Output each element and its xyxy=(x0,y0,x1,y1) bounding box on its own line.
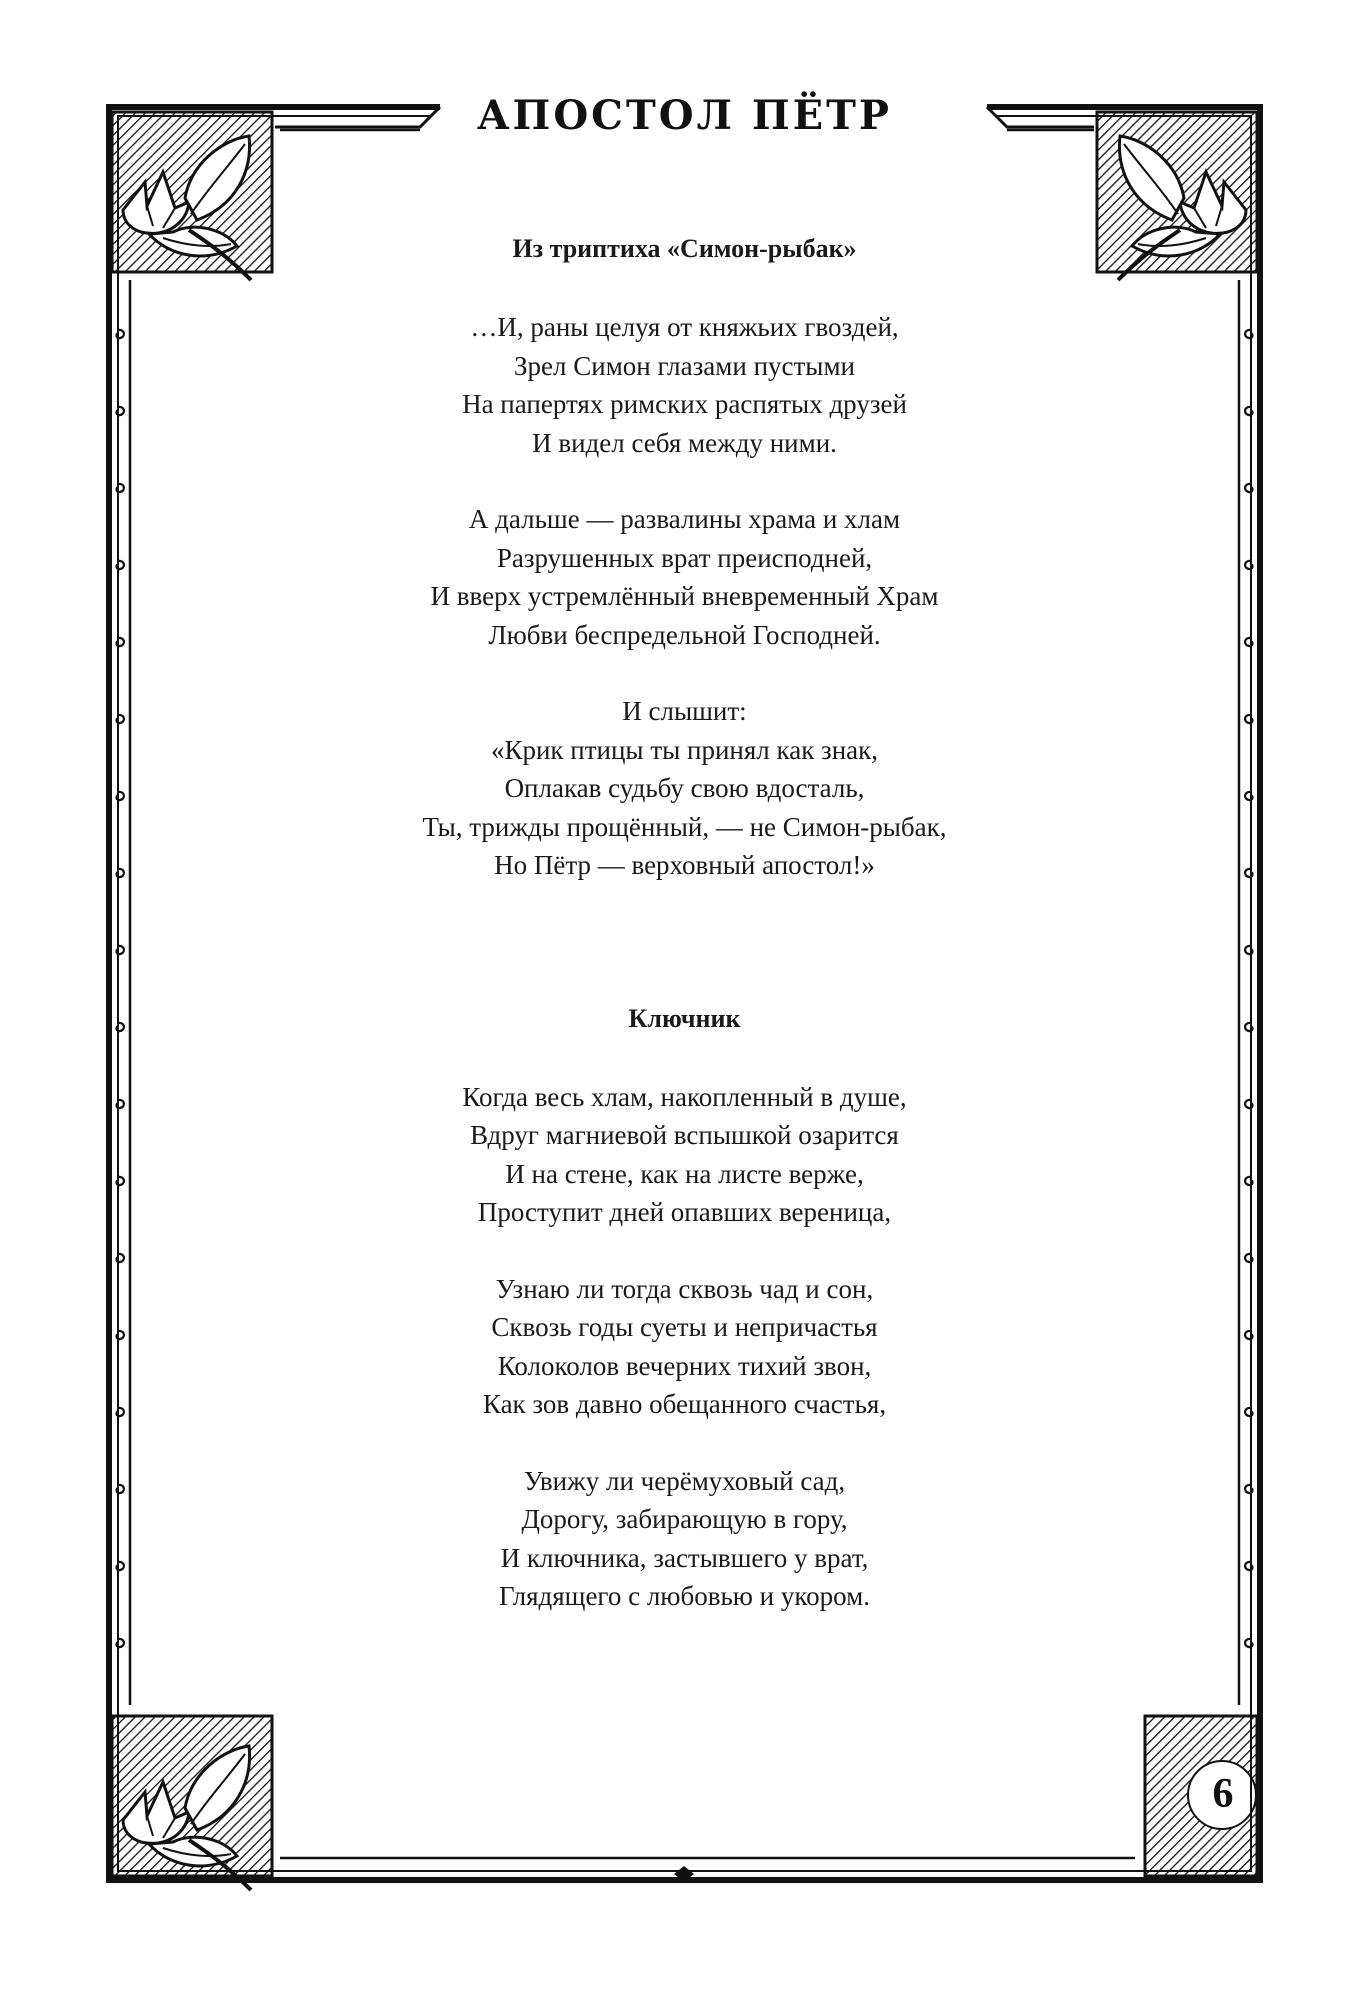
poems-content xyxy=(200,230,1169,1616)
poem-simon xyxy=(200,230,1169,885)
stanza xyxy=(200,1270,1169,1424)
poem-line: …И, раны целуя от княжьих гвоздей, xyxy=(470,312,899,342)
poem-line: Узнаю ли тогда сквозь чад и сон, xyxy=(495,1273,874,1304)
poem-line: Сквозь годы суеты и непричастья xyxy=(491,1312,878,1342)
poem-klyuchnik xyxy=(200,1000,1169,1616)
poem-line: И вверх устремлённый вневременный Храм xyxy=(430,581,939,611)
poem-line: Когда весь хлам, накопленный в душе, xyxy=(462,1081,907,1112)
poem-line: Оплакав судьбу свою вдосталь, xyxy=(504,773,865,803)
poem-line: Вдруг магниевой вспышкой озарится xyxy=(470,1120,899,1150)
poem-line: Проступит дней опавших вереница, xyxy=(477,1197,892,1227)
page-header-title: АПОСТОЛ ПЁТР xyxy=(476,92,893,139)
poem-line: Как зов давно обещанного счастья, xyxy=(482,1389,887,1419)
stanza xyxy=(200,1462,1169,1616)
page-number: 6 xyxy=(1212,1771,1234,1817)
poem-line: И ключника, застывшего у врат, xyxy=(500,1542,869,1573)
poem-line: Глядящего с любовью и укором. xyxy=(499,1581,870,1611)
poem-line: И слышит: xyxy=(622,696,747,726)
poem-title: Из триптиха «Симон-рыбак» xyxy=(512,234,857,263)
poem-line: И видел себя между ними. xyxy=(532,427,837,458)
stanza xyxy=(200,308,1169,462)
corner-ornament-bottom-left xyxy=(112,1716,272,1890)
poem-line: На папертях римских распятых друзей xyxy=(462,389,907,419)
stanza xyxy=(200,692,1169,885)
stanza xyxy=(200,500,1169,654)
poem-line: Ты, трижды прощённый, — не Симон-рыбак, xyxy=(422,811,947,842)
poem-line: Разрушенных врат преисподней, xyxy=(496,542,873,573)
poem-line: Зрел Симон глазами пустыми xyxy=(514,350,855,381)
poem-line: «Крик птицы ты принял как знак, xyxy=(490,734,879,765)
poem-line: Дорогу, забирающую в гору, xyxy=(521,1504,848,1534)
stanza xyxy=(200,1078,1169,1232)
poem-line: А дальше — развалины храма и хлам xyxy=(468,504,901,534)
poem-line: И на стене, как на листе верже, xyxy=(505,1158,864,1189)
poem-title: Ключник xyxy=(628,1003,741,1033)
poem-line: Увижу ли черёмуховый сад, xyxy=(523,1465,846,1496)
poem-line: Любви беспредельной Господней. xyxy=(488,619,881,650)
poem-line: Колоколов вечерних тихий звон, xyxy=(497,1350,872,1381)
poem-line: Но Пётр — верховный апостол!» xyxy=(494,850,875,880)
